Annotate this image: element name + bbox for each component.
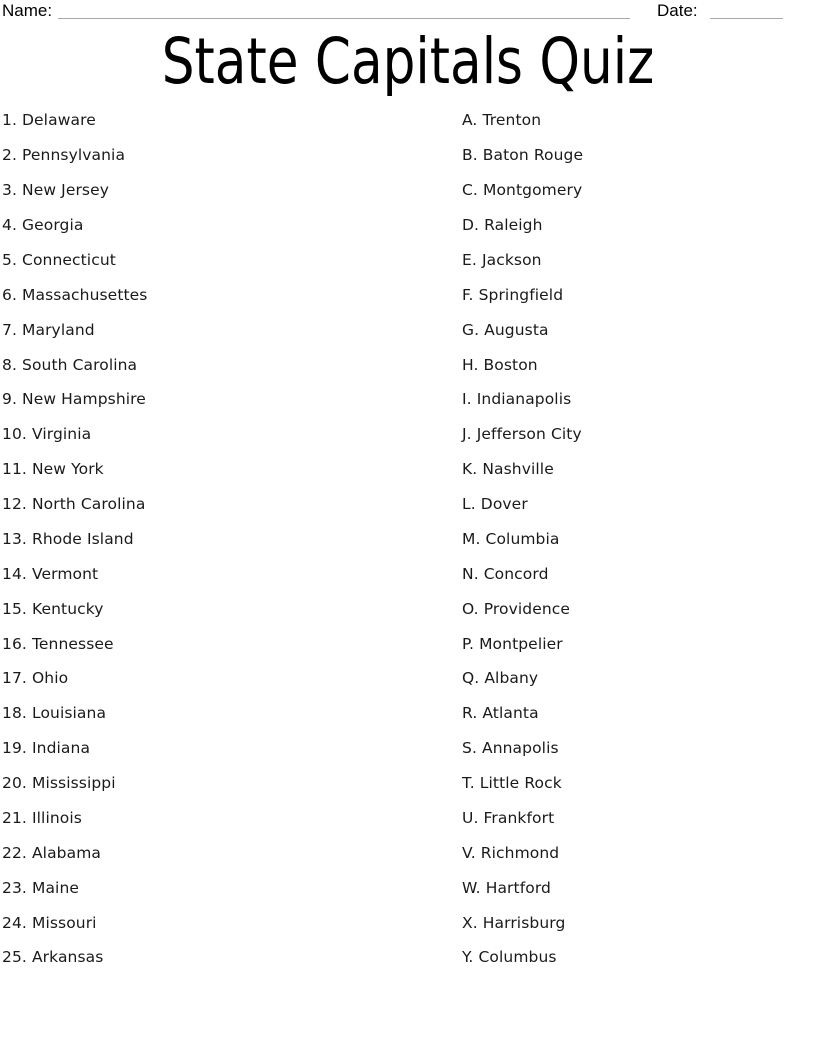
answer-item: C. Montgomery — [462, 181, 583, 200]
date-label: Date: — [657, 1, 698, 20]
answer-item: S. Annapolis — [462, 739, 559, 758]
question-item: 15. Kentucky — [2, 599, 104, 618]
answer-item: E. Jackson — [462, 250, 542, 269]
answer-item: L. Dover — [462, 495, 528, 514]
name-label: Name: — [2, 1, 53, 20]
question-item: 7. Maryland — [2, 320, 95, 339]
question-item: 14. Vermont — [2, 564, 99, 583]
answer-item: U. Frankfort — [462, 808, 555, 827]
question-item: 20. Mississippi — [2, 774, 116, 793]
answers-column — [462, 103, 812, 975]
answer-item: F. Springfield — [462, 285, 564, 304]
question-item: 24. Missouri — [2, 913, 97, 932]
question-item: 17. Ohio — [2, 669, 69, 688]
answer-item: W. Hartford — [462, 878, 551, 897]
answer-item: J. Jefferson City — [462, 425, 582, 444]
question-item: 16. Tennessee — [2, 634, 114, 653]
answer-item: G. Augusta — [462, 320, 549, 339]
question-item: 4. Georgia — [2, 216, 84, 235]
answer-item: O. Providence — [462, 599, 571, 618]
question-item: 13. Rhode Island — [2, 529, 134, 548]
question-item: 8. South Carolina — [2, 355, 138, 374]
answer-item: T. Little Rock — [462, 774, 562, 793]
answer-item: M. Columbia — [462, 529, 560, 548]
answer-item: P. Montpelier — [462, 634, 563, 653]
question-item: 18. Louisiana — [2, 704, 107, 723]
page-title: State Capitals Quiz — [161, 25, 655, 98]
answer-item: D. Raleigh — [462, 216, 543, 235]
questions-column — [2, 103, 442, 975]
question-item: 12. North Carolina — [2, 495, 146, 514]
question-item: 23. Maine — [2, 878, 80, 897]
question-item: 3. New Jersey — [2, 181, 110, 200]
question-item: 25. Arkansas — [2, 948, 104, 967]
question-item: 2. Pennsylvania — [2, 146, 126, 165]
question-item: 11. New York — [2, 460, 104, 479]
answer-item: A. Trenton — [462, 111, 542, 130]
answer-item: Q. Albany — [462, 669, 539, 688]
question-item: 21. Illinois — [2, 808, 82, 827]
answer-item: N. Concord — [462, 564, 549, 583]
question-item: 6. Massachusettes — [2, 285, 148, 304]
date-blank-line — [710, 0, 783, 19]
question-item: 1. Delaware — [2, 111, 96, 130]
answer-item: H. Boston — [462, 355, 538, 374]
answer-item: Y. Columbus — [462, 948, 557, 967]
name-blank-line — [58, 0, 630, 19]
answer-item: R. Atlanta — [462, 704, 539, 723]
question-item: 9. New Hampshire — [2, 390, 146, 409]
question-item: 10. Virginia — [2, 425, 92, 444]
question-item: 19. Indiana — [2, 739, 91, 758]
question-item: 22. Alabama — [2, 843, 102, 862]
answer-item: K. Nashville — [462, 460, 554, 479]
answer-item: B. Baton Rouge — [462, 146, 584, 165]
answer-item: V. Richmond — [462, 843, 560, 862]
answer-item: I. Indianapolis — [462, 390, 572, 409]
answer-item: X. Harrisburg — [462, 913, 566, 932]
question-item: 5. Connecticut — [2, 250, 116, 269]
